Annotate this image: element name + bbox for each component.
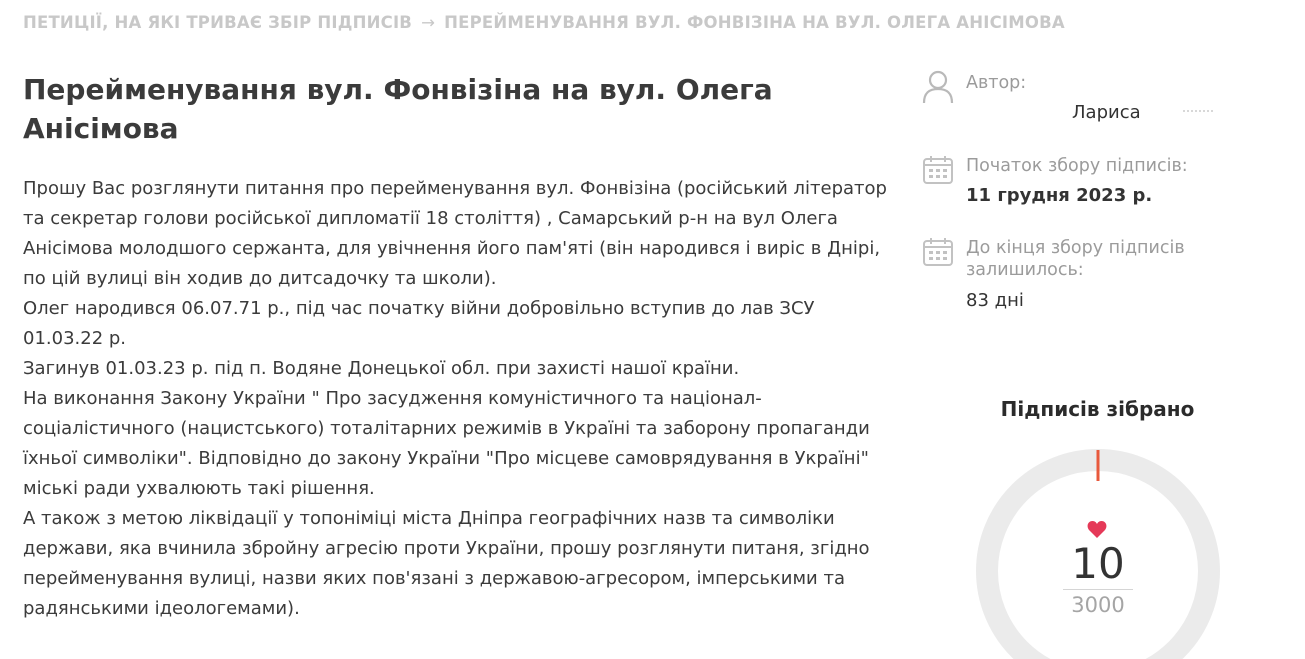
user-icon [922, 70, 954, 104]
count-divider [1063, 589, 1133, 590]
start-date-block [922, 155, 1252, 215]
signatures-count: 10 [1071, 539, 1125, 588]
start-date-label: Початок збору підписів: [966, 156, 1188, 176]
author-block [922, 70, 1252, 130]
start-date-value: 11 грудня 2023 р. [966, 185, 1153, 206]
author-label: Автор: [966, 73, 1027, 93]
petition-title: Перейменування вул. Фонвізіна на вул. Олега Анісімова [23, 73, 773, 145]
breadcrumb [23, 13, 1065, 32]
remaining-label: До кінця збору підписів залишилось: [966, 238, 1185, 280]
breadcrumb-arrow-icon: → [421, 13, 436, 32]
calendar-icon [922, 155, 954, 185]
remaining-block [922, 237, 1252, 317]
petition-text: Прошу Вас розглянути питання про перейменування вул. Фонвізіна (російський літератор та секретар голови російської дипломатії 18 століття) , Самарський р-н на вул Олега Анісімова молодшого сержанта, для увічнення його пам'яті (він народився і виріс в Днірі, по цій вулиці він ходив до дитсадочку та школи). Олег народився 06.07.71 р., під час початку війни добровільно вступив до лав ЗСУ 01.03.22 р. Загинув 01.03.23 р. під п. Водяне Донецької обл. при захисті нашої країни. На виконання Закону України " Про засудження комуністичного та націонал-соціалістичного (нацистського) тоталітарних режимів в Україні та заборону пропаганди їхньої символіки". Відповідно до закону України "Про місцеве самоврядування в Україні" міські ради ухвалюють такі рішення. А також з метою ліквідації у топоніміці міста Дніпра географічних назв та символіки держави, яка вчинила збройну агресію проти України, прошу розглянути питаня, згідно перейменування вулиці, назви яких пов'язані з державою-агресором, імперськими та радянськими ідеологемами). [23, 178, 887, 619]
breadcrumb-parent-link[interactable]: ПЕТИЦІЇ, НА ЯКІ ТРИВАЄ ЗБІР ПІДПИСІВ [23, 13, 413, 32]
signatures-title: Підписів зібрано [1000, 397, 1195, 421]
calendar-icon [922, 237, 954, 267]
author-surname-blur [1183, 110, 1213, 118]
breadcrumb-current: ПЕРЕЙМЕНУВАННЯ ВУЛ. ФОНВІЗІНА НА ВУЛ. ОЛЕГА АНІСІМОВА [444, 13, 1065, 32]
heart-icon [1087, 521, 1107, 539]
signatures-goal: 3000 [1071, 593, 1125, 617]
author-name: Лариса [1072, 102, 1141, 123]
remaining-value: 83 дні [966, 290, 1024, 311]
